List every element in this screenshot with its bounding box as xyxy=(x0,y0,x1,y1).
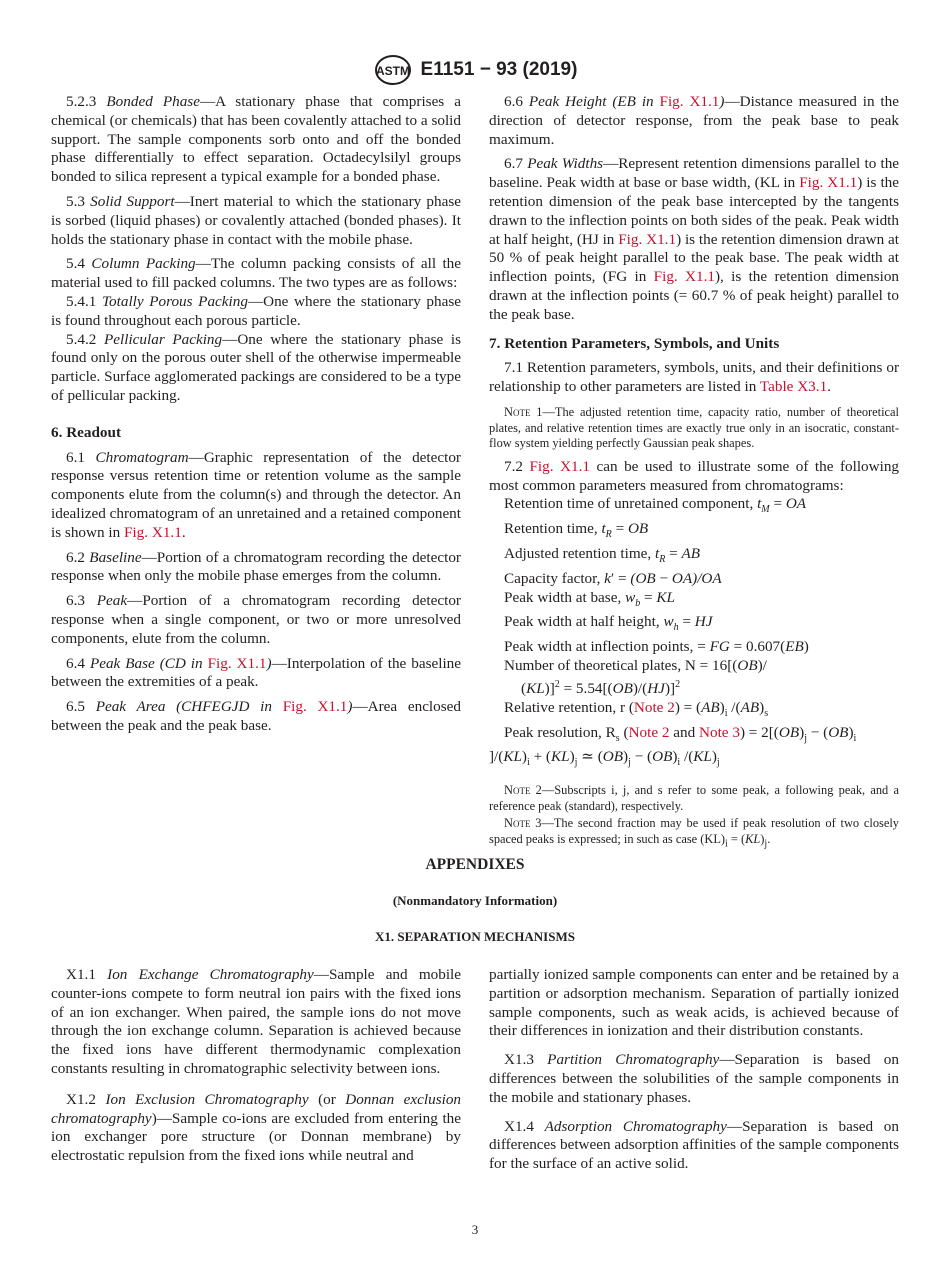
fig-x1-1-link[interactable]: Fig. X1.1 xyxy=(124,523,182,541)
appendix-right-column xyxy=(489,966,899,1180)
astm-logo-icon xyxy=(373,53,413,87)
equation-theoretical-plates: Number of theoretical plates, N = 16[(OB)/ xyxy=(504,657,767,675)
page-header xyxy=(0,53,950,87)
para-5-4-2: 5.4.2 Pellicular Packing—One where the stationary phase is found only on the porous outer shell of the otherwise impermeable particle. Surface agglomerated packings are considered to be a type of pellicular packing. xyxy=(51,330,461,404)
para-7-1: 7.1 Retention parameters, symbols, units, and their definitions or relationship to other parameters are listed in Table X3.1. xyxy=(489,359,900,396)
para-6-6: 6.6 Peak Height (EB in Fig. X1.1)—Distance measured in the direction of detector response, from the peak base to peak maximum. xyxy=(489,93,899,148)
left-column xyxy=(51,93,461,742)
fig-x1-1-link[interactable]: Fig. X1.1 xyxy=(282,698,348,716)
equation-peak-width-inflection: Peak width at inflection points, = FG = 0.607(EB) xyxy=(504,638,809,656)
para-6-7: 6.7 Peak Widths—Represent retention dimensions parallel to the baseline. Peak width at base or base width, (KL in Fig. X1.1) is the retention dimension of the peak base intercepted by the tangents drawn to the inflection points on both sides of the peak. Peak width at half height, (HJ in Fig. X1.1) is the retention dimension drawn at 50 % of peak height parallel to the peak base. The peak width at inflection points, (FG in Fig. X1.1), is the retention dimension drawn at the inflection points (= 60.7 % of peak height) parallel to the peak base. xyxy=(489,155,900,323)
para-5-4: 5.4 Column Packing—The column packing consists of all the material used to fill packed columns. The two types are as follows: xyxy=(51,255,461,292)
note-3: Note 3—The second fraction may be used if peak resolution of two closely spaced peaks is expressed; in such as case $(KL)_i = (KL)_j$. xyxy=(489,816,899,850)
para-5-4-1: 5.4.1 Totally Porous Packing—One where the stationary phase is found throughout each porous particle. xyxy=(51,292,461,329)
para-6-5: 6.5 Peak Area (CHFEGJD in Fig. X1.1)—Area enclosed between the peak and the peak base. xyxy=(51,698,461,734)
note-3-link[interactable]: Note 3 xyxy=(699,723,740,741)
section-7-heading: 7. Retention Parameters, Symbols, and Units xyxy=(489,334,780,352)
para-6-4: 6.4 Peak Base (CD in Fig. X1.1)—Interpolation of the baseline between the extremities of a peak. xyxy=(51,654,462,691)
para-5-3: 5.3 Solid Support—Inert material to which the stationary phase is sorbed (liquid phases) or covalently attached (bonded phases). It holds the stationary phase in contact with the mobile phase. xyxy=(51,192,461,248)
para-x1-4: X1.4 Adsorption Chromatography—Separation is based on differences between adsorption affinities of the sample components for the surface of an active solid. xyxy=(489,1117,899,1173)
equation-unretained-time: Retention time of unretained component, $t_M$ = OA xyxy=(504,495,807,516)
fig-x1-1-link[interactable]: Fig. X1.1 xyxy=(207,654,267,672)
para-x1-1: X1.1 Ion Exchange Chromatography—Sample and mobile counter-ions compete to form neutral ion pairs with the fixed ions of an ion exchanger. When paired, the sample ions do not move through the ion exchange column. Separation is achieved because the fixed ions have different thermodynamic complexation constants resulting in chromatographic selectivity between ions. xyxy=(51,966,462,1077)
para-x1-2: X1.2 Ion Exclusion Chromatography (or Donnan exclusion chromatography)—Sample co-ions are excluded from entering the ion exchanger pore structure (or Donnan membrane) by electrostatic repulsion from the fixed ions while neutral and xyxy=(51,1090,462,1165)
para-5-2-3: 5.2.3 Bonded Phase—A stationary phase that comprises a chemical (or chemicals) that has been covalently attached to a solid support. The sample components sorb onto and off the bonded phase differentially to effect separation. Octadecylsilyl groups bonded to silica represent a typical example for a bonded phase. xyxy=(51,93,461,186)
note-1: Note 1—The adjusted retention time, capacity ratio, number of theoretical plates, and relative retention times are exactly true only in an isocratic, constant-flow system yielding perfectly Gaussian peak shapes. xyxy=(489,404,899,451)
appendix-left-column xyxy=(51,966,461,1172)
appendixes-title: APPENDIXES xyxy=(425,856,525,873)
page-number: 3 xyxy=(471,1222,479,1237)
para-6-3: 6.3 Peak—Portion of a chromatogram recording detector response when a single component, or two or more unresolved components, elute from the column. xyxy=(51,592,461,647)
equation-peak-resolution-cont: ]$/(KL)_i + (KL)_j$ ≃ $(OB)_j - (OB)_i$ $/(KL)_j$ xyxy=(489,748,720,769)
fig-x1-1-link[interactable]: Fig. X1.1 xyxy=(529,457,590,475)
equation-peak-resolution: Peak resolution, $R_s$ (Note 2 and Note $3) = 2[(OB)_j - (OB)_i$ xyxy=(504,723,857,744)
section-6-heading: 6. Readout xyxy=(51,423,122,441)
note-2: Note 2—Subscripts i, j, and s refer to some peak, a following peak, and a reference peak (standard), respectively. xyxy=(489,783,899,813)
equation-relative-retention: Relative retention, r (Note $2) = (AB)_i$ $/(AB)_s$ xyxy=(504,698,769,719)
fig-x1-1-link[interactable]: Fig. X1.1 xyxy=(799,174,858,192)
para-6-2: 6.2 Baseline—Portion of a chromatogram recording the detector response when only the mobile phase emerges from the column. xyxy=(51,548,461,585)
para-x1-3: X1.3 Partition Chromatography—Separation is based on differences between the solubilities of the sample components in the mobile and stationary phases. xyxy=(489,1051,899,1106)
fig-x1-1-link[interactable]: Fig. X1.1 xyxy=(653,268,715,286)
appendixes-subtitle: (Nonmandatory Information) xyxy=(392,893,558,908)
equation-retention-time: Retention time, $t_R$ = OB xyxy=(504,520,649,541)
equation-peak-width-base: Peak width at base, $w_b$ = KL xyxy=(504,588,675,609)
table-x3-1-link[interactable]: Table X3.1 xyxy=(759,378,828,396)
note-2-link[interactable]: Note 2 xyxy=(628,723,670,741)
para-6-1: 6.1 Chromatogram—Graphic representation of the detector response versus retention time or retention volume as the sample components elute from the column(s) and through the detector. An idealized chromatogram of an unretained and a retained component is shown in Fig. X1.1. xyxy=(51,448,461,541)
equation-adjusted-retention: Adjusted retention time, $t_R$ = AB xyxy=(504,544,701,566)
svg-text:ASTM: ASTM xyxy=(375,64,410,78)
para-x1-2-continued: partially ionized sample components can enter and be retained by a partition or adsorption mechanism. Separation of partially ionized sample components, such as weak acids, is achieved because of their differences in ionization and their distribution constants. xyxy=(489,966,899,1040)
fig-x1-1-link[interactable]: Fig. X1.1 xyxy=(618,230,677,248)
equation-peak-width-half: Peak width at half height, $w_h$ = HJ xyxy=(504,613,713,634)
fig-x1-1-link[interactable]: Fig. X1.1 xyxy=(659,93,720,110)
equation-capacity-factor: Capacity factor, k′ = (OB − OA)/OA xyxy=(504,569,722,587)
para-7-2: 7.2 Fig. X1.1 can be used to illustrate some of the following most common parameters measured from chromatograms: xyxy=(489,457,900,494)
equation-theoretical-plates-cont: $(KL)]^2 = 5.54[(OB)/(HJ)]^2$ xyxy=(521,678,681,697)
designation: E1151 − 93 (2019) xyxy=(420,59,578,80)
section-x1-heading: X1. SEPARATION MECHANISMS xyxy=(375,929,575,944)
right-column xyxy=(489,93,899,858)
note-2-link[interactable]: Note 2 xyxy=(633,698,675,716)
